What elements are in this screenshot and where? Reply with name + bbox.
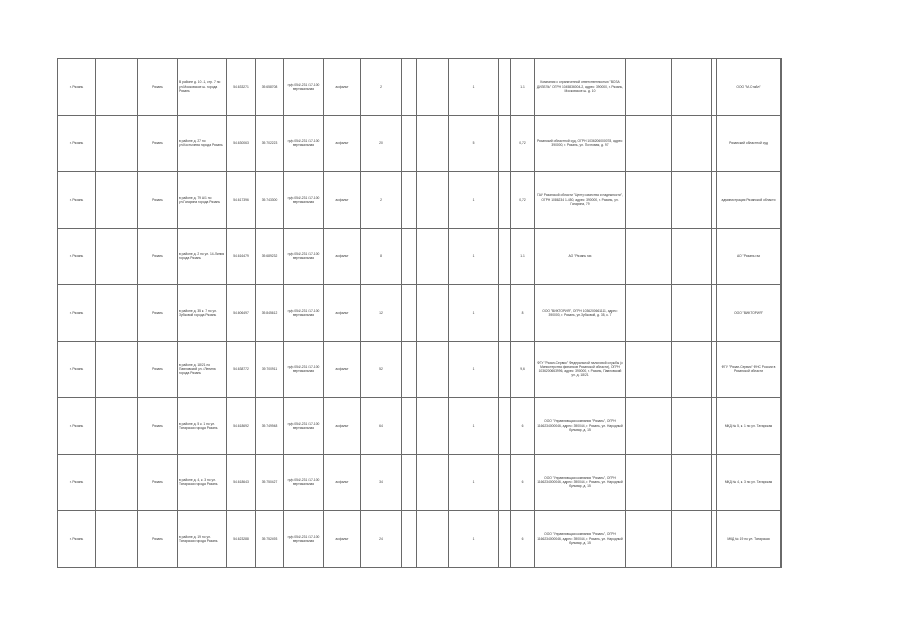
table-cell [626,285,672,342]
table-cell [672,172,712,229]
table-cell: 6 [511,398,535,455]
table-cell: 1 [449,341,499,398]
table-cell [781,398,782,455]
table-cell: 12 [361,285,402,342]
table-cell: Рязань [138,511,178,568]
table-row [58,172,782,229]
table-cell: ФГУ "Рязан-Сервис" ФНС России в Рязанской области [717,341,781,398]
table-cell: 0,72 [511,172,535,229]
table-row [58,398,782,455]
table-cell: Компания с ограниченной ответственностью "ВОЗА ДИЗЕЛЬ" ОГРН 1045836004-2, адрес: 390000, г. Рязань, Московское ш. д. 10 [535,59,626,116]
table-cell: в районе д. 2 по ул. 14-Линия города Рязань [178,228,227,285]
table-cell [499,285,511,342]
table-cell: 0,72 [511,115,535,172]
table-cell [781,59,782,116]
table-cell [417,511,449,568]
table-cell: 1 [449,285,499,342]
table-cell: 54.630063 [227,115,256,172]
table-cell: в районе д. 19 по ул. Татарская города Рязань [178,511,227,568]
table-cell [417,285,449,342]
table-cell: г. Рязань [58,172,96,229]
table-cell: Рязань [138,454,178,511]
table-cell: в районе д. 4, к. 3 по ул. Татарская города Рязань [178,454,227,511]
register-table [57,58,782,568]
table-cell [96,454,138,511]
table-cell: 54.638772 [227,341,256,398]
table-cell: 8 [511,285,535,342]
table-cell: 39.702223 [256,115,284,172]
table-cell: 1 [449,59,499,116]
table-cell [672,454,712,511]
table-cell: асфальт [324,228,361,285]
table-cell: ООО "ВИКТОРИЯ" [717,285,781,342]
table-cell: асфальт [324,454,361,511]
table-cell: 39.749948 [256,398,284,455]
table-cell: 1 [449,172,499,229]
table-cell [626,115,672,172]
table-cell [781,285,782,342]
table-cell: 1 [449,511,499,568]
table-cell [781,511,782,568]
table-cell [626,172,672,229]
table-cell [96,228,138,285]
table-cell: 1 [449,398,499,455]
table-cell: гр/р.054/-231 /17-100 вертикальная [284,59,324,116]
table-cell [672,511,712,568]
table-cell [626,511,672,568]
table-row [58,59,782,116]
table-cell: ООО "Управляющая компания "Рязань", ОГРН 1166234000046, адрес: 390044, г. Рязань, ул. Народный бульвар, д. 15 [535,511,626,568]
table-cell: ООО "М-Стайл" [717,59,781,116]
table-cell [499,172,511,229]
table-cell: в районе д. 5 к. 1 по ул. Татарская города Рязань [178,398,227,455]
table-cell: 1.1 [511,228,535,285]
table-cell: 2 [361,59,402,116]
table-row [58,454,782,511]
table-cell [781,454,782,511]
table-cell: Рязань [138,172,178,229]
table-cell [402,115,417,172]
table-cell [417,172,449,229]
table-cell: Рязань [138,398,178,455]
table-cell [417,341,449,398]
table-cell [417,454,449,511]
table-cell: 5 [449,115,499,172]
table-cell [96,398,138,455]
table-cell: асфальт [324,285,361,342]
table-cell: 39.700911 [256,341,284,398]
table-cell: 9,6 [511,341,535,398]
table-cell: гр/р.054/-231 /17-100 вертикальная [284,398,324,455]
table-cell: г. Рязань [58,228,96,285]
table-cell: 1.1 [511,59,535,116]
table-cell: 52 [361,341,402,398]
table-cell [402,398,417,455]
table-cell: АО "Рязань газ [535,228,626,285]
table-cell [626,59,672,116]
table-cell: 54.618692 [227,398,256,455]
table-cell [96,285,138,342]
table-cell [402,59,417,116]
table-cell: гр/р.054/-231 /17-100 вертикальная [284,115,324,172]
table-cell: гр/р.054/-231 /17-100 вертикальная [284,285,324,342]
table-cell: г. Рязань [58,511,96,568]
table-cell: ООО "Управляющая компания "Рязань", ОГРН 1166234000046, адрес: 390044, г. Рязань, ул. Народный бульвар, д. 15 [535,454,626,511]
table-cell: ООО "ВИКТОРИЯ", ОГРН 1036200661111, адрес: 390000, г. Рязань, ул.Зубковой, д. 35, к. 7 [535,285,626,342]
table-cell: МКД № 19 по ул. Татарская [717,511,781,568]
table-cell: Рязань [138,228,178,285]
table-cell: асфальт [324,341,361,398]
table-cell: 24 [361,511,402,568]
table-cell: 20 [361,115,402,172]
table-cell: асфальт [324,59,361,116]
table-cell [626,398,672,455]
table-cell [96,511,138,568]
table-cell: администрация Рязанской области [717,172,781,229]
table-cell [672,398,712,455]
table-cell: 34 [361,454,402,511]
table-cell: 39.752493 [256,511,284,568]
table-cell: 64 [361,398,402,455]
table-cell: в районе д. 79 А/1 по ул.Гагарина города Рязань [178,172,227,229]
table-cell [672,285,712,342]
table-cell: МКД № 5, к. 1 по ул. Татарская [717,398,781,455]
table-cell: В районе д. 10 -1, стр. 7 по ул.Московское ш. города Рязань [178,59,227,116]
table-cell [96,59,138,116]
table-cell: Рязань [138,285,178,342]
table-cell: Рязань [138,115,178,172]
table-cell: 54.606497 [227,285,256,342]
table-cell: асфальт [324,511,361,568]
table-cell: г. Рязань [58,59,96,116]
table-cell: ООО "Управляющая компания "Рязань", ОГРН 1166234000046, адрес: 390044, г. Рязань, ул. Народный бульвар, д. 15 [535,398,626,455]
table-cell [417,115,449,172]
table-cell [626,454,672,511]
table-cell: Рязанский областной суд [717,115,781,172]
table-cell [96,341,138,398]
table-cell [499,59,511,116]
table-cell [781,115,782,172]
table-cell: 39.750427 [256,454,284,511]
table-cell [402,285,417,342]
table-cell: гр/р.054/-231 /17-100 вертикальная [284,228,324,285]
table-cell: 39.743300 [256,172,284,229]
table-cell [417,59,449,116]
table-cell: 54.623288 [227,511,256,568]
table-cell: 39.658708 [256,59,284,116]
table-cell [626,341,672,398]
table-cell: в районе д. 35 к. 7 по ул. Зубковой города Рязань [178,285,227,342]
table-cell: 54.633271 [227,59,256,116]
table-cell [417,398,449,455]
table-cell [402,511,417,568]
table-cell [672,59,712,116]
table-cell: асфальт [324,398,361,455]
table-cell [672,115,712,172]
table-cell: гр/р.054/-231 /17-100 вертикальная [284,172,324,229]
table-cell [626,228,672,285]
table-cell: гр/р.054/-231 /17-100 вертикальная [284,454,324,511]
table-row [58,511,782,568]
table-cell: асфальт [324,115,361,172]
table-cell: г. Рязань [58,341,96,398]
table-cell: г. Рязань [58,285,96,342]
table-cell: ФГУ "Рязан-Сервис" Федеральной налоговой службы (с Министерства финансов Рязанской области), ОГРН 1036200663996, адрес: 390000, г. Рязань, Павловский ул. д. 18/21 [535,341,626,398]
table-cell: 39.689232 [256,228,284,285]
table-cell [499,228,511,285]
table-cell: 8 [361,228,402,285]
table-cell [402,228,417,285]
table-cell [781,172,782,229]
table-cell: АО "Рязань газ [717,228,781,285]
table-cell [96,115,138,172]
table-cell [781,341,782,398]
table-cell: гр/р.054/-231 /17-100 вертикальная [284,341,324,398]
table-row [58,115,782,172]
table-cell [672,341,712,398]
table-cell [672,228,712,285]
table-row [58,341,782,398]
table-cell [781,228,782,285]
table-cell [402,454,417,511]
table-row [58,285,782,342]
table-cell: 2 [361,172,402,229]
table-cell [499,115,511,172]
table-cell: асфальт [324,172,361,229]
table-cell: Рязань [138,59,178,116]
table-cell: в районе д. 27 по ул.Костычева города Рязань [178,115,227,172]
table-cell: 1 [449,228,499,285]
table-cell: в районе д. 18/21 по Павловский ул. /Ленина города Рязань [178,341,227,398]
table-cell [417,228,449,285]
table-cell: г. Рязань [58,115,96,172]
table-cell: 54.617396 [227,172,256,229]
table-cell: 1 [449,454,499,511]
table-cell [402,341,417,398]
table-cell: г. Рязань [58,454,96,511]
table-cell: 54.616479 [227,228,256,285]
table-cell: Рязань [138,341,178,398]
table-row [58,228,782,285]
table-cell: 6 [511,454,535,511]
table-cell: ГАУ Рязанской области "Центр качества и надежности", ОГРН 1086234 1-450, адрес: 390000, г. Рязань, ул. Гагарина, 79 [535,172,626,229]
table-cell: 54.618643 [227,454,256,511]
table-cell: Рязанский областной суд, ОГРН 1036206000078, адрес: 390000, г. Рязань, ул. Почтовая, д. 97 [535,115,626,172]
table-cell: гр/р.054/-231 /17-100 вертикальная [284,511,324,568]
table-cell [499,398,511,455]
table-cell [499,454,511,511]
table-cell [499,341,511,398]
table-cell: МКД № 4, к. 3 по ул. Татарская [717,454,781,511]
table-cell: 39.845612 [256,285,284,342]
table-cell: г. Рязань [58,398,96,455]
table-cell [499,511,511,568]
table-cell: 6 [511,511,535,568]
table-cell [402,172,417,229]
table-cell [96,172,138,229]
